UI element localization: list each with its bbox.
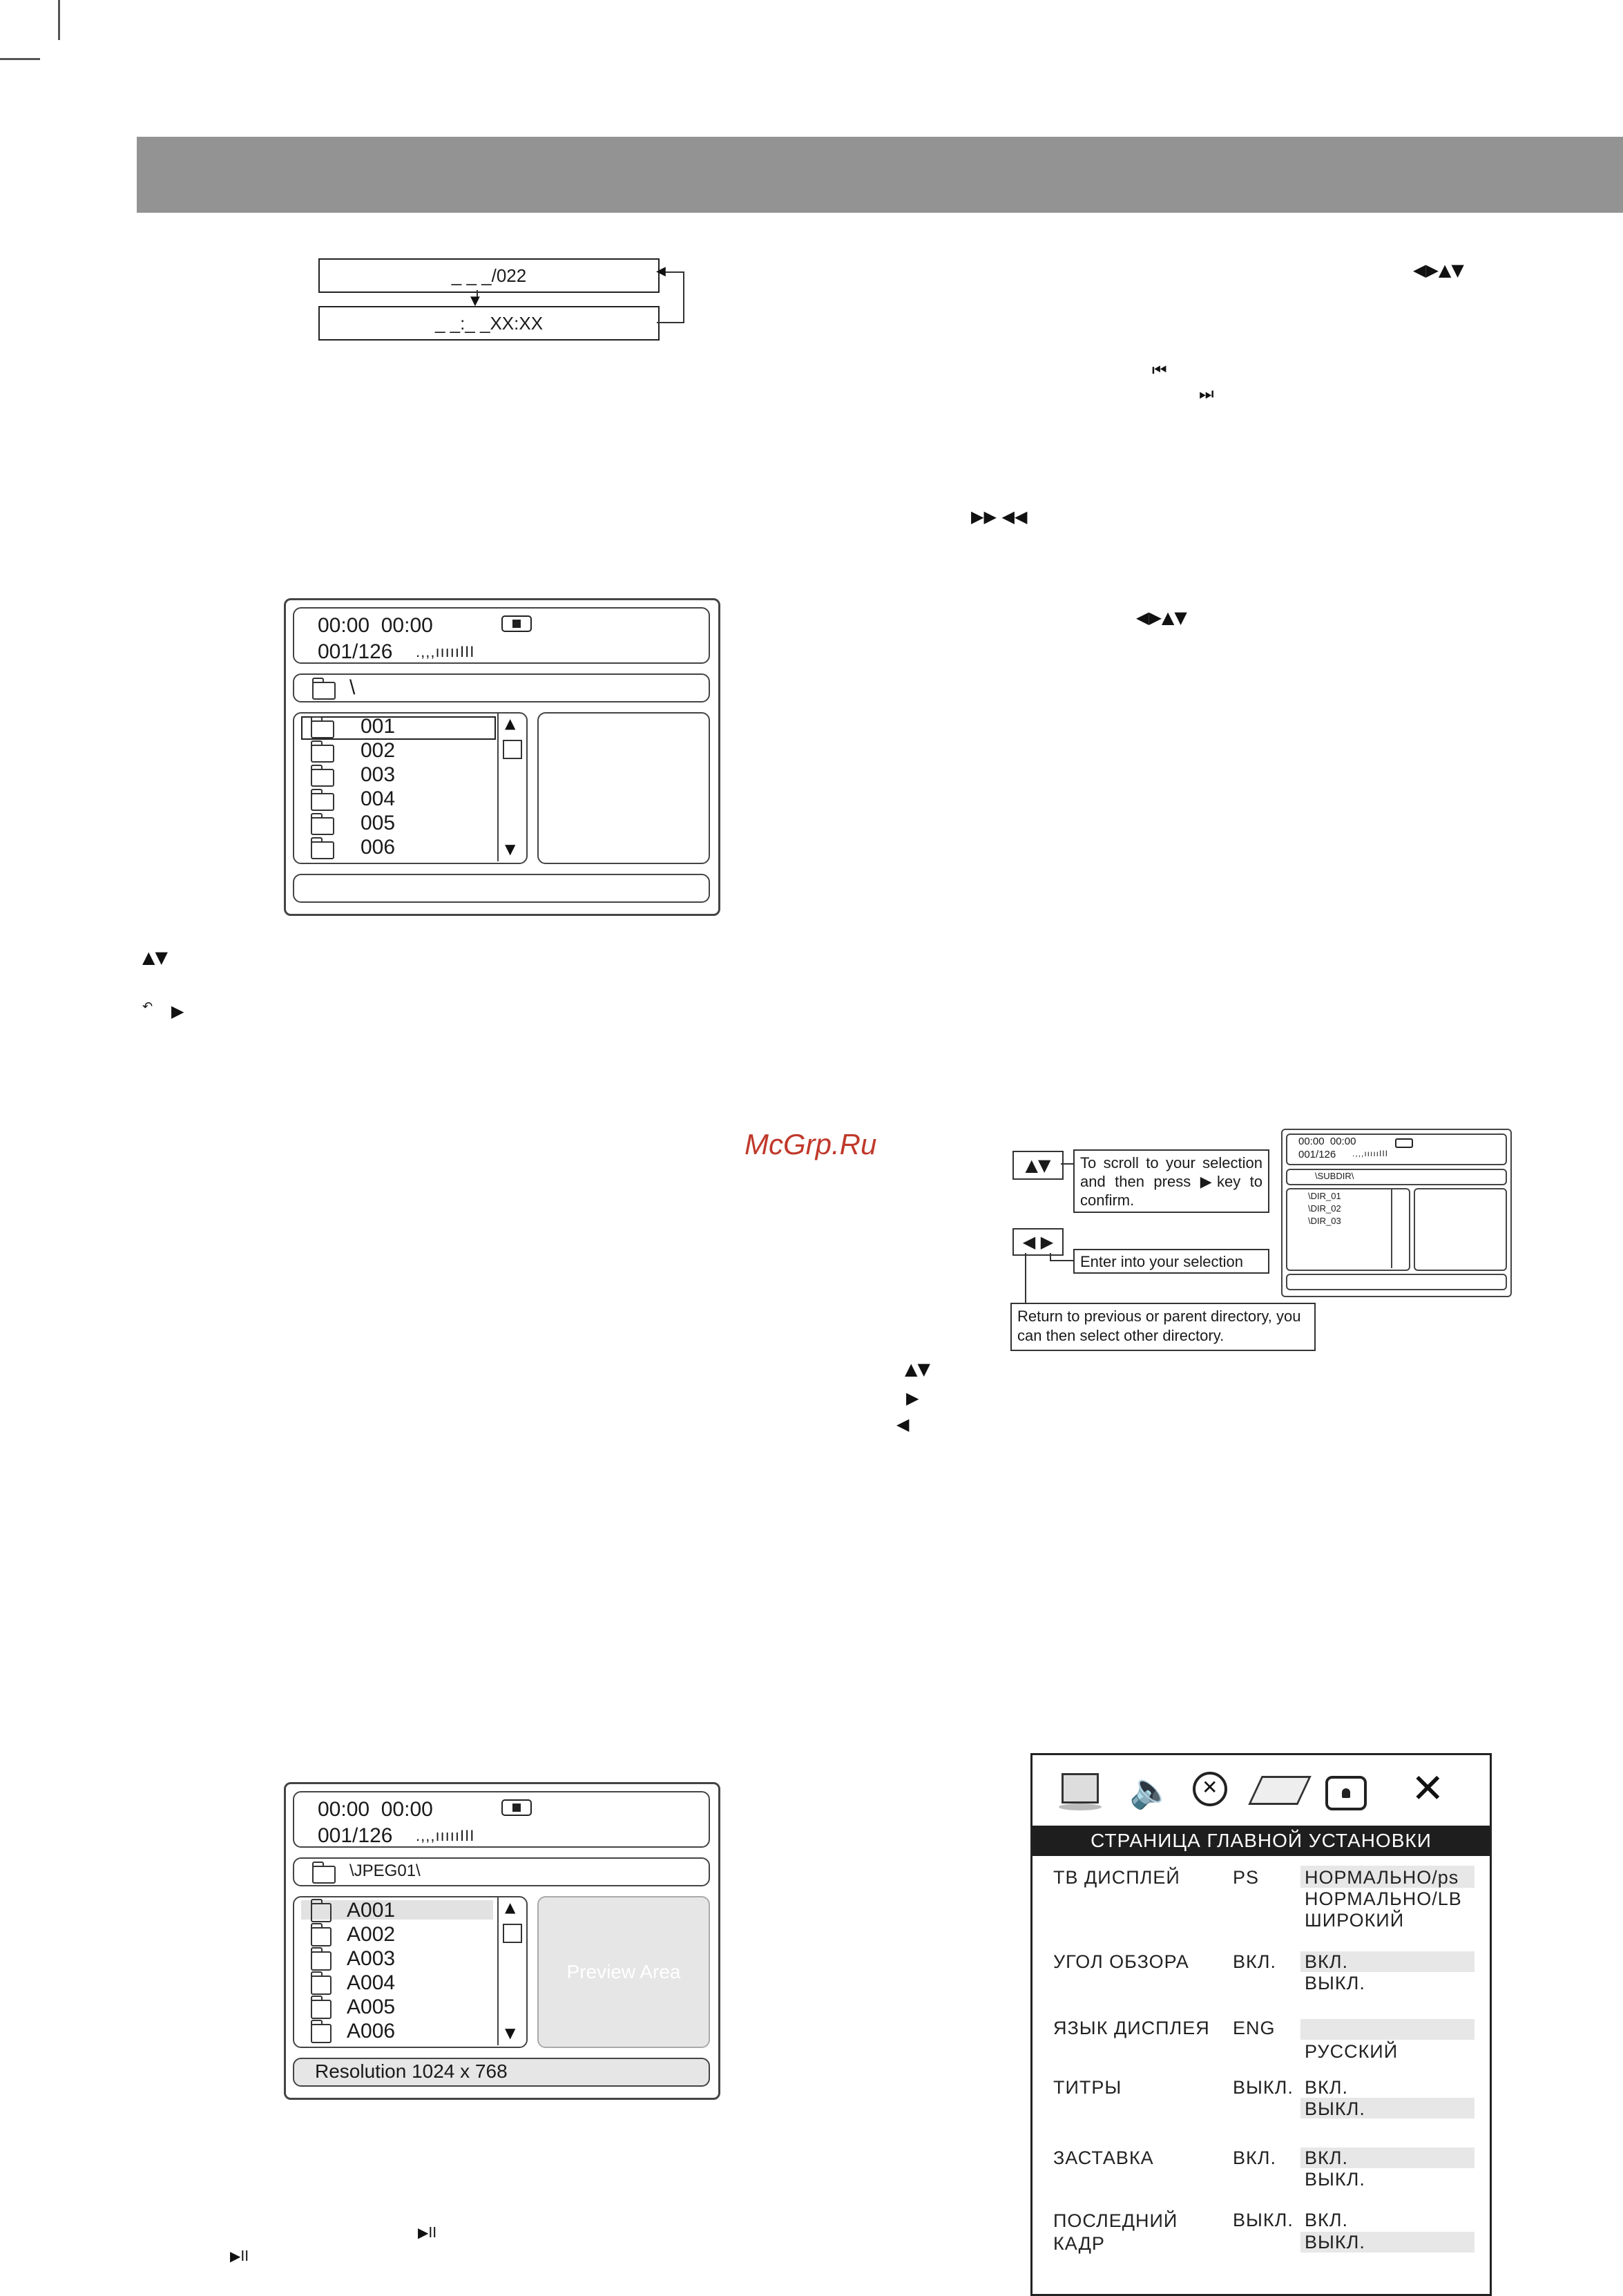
image-file-icon bbox=[311, 1975, 332, 1995]
exit-icon[interactable]: ✕ bbox=[1411, 1765, 1445, 1812]
setting-value: ВЫКЛ. bbox=[1233, 2210, 1294, 2230]
option-item[interactable]: ВКЛ. bbox=[1305, 2147, 1348, 2168]
time-box-title: _ _ _/022 bbox=[318, 258, 660, 293]
time-display: 00:00 00:00 bbox=[318, 1798, 433, 1821]
track-counter: 001/126 bbox=[318, 640, 393, 663]
image-file-icon bbox=[311, 1903, 332, 1922]
folder-icon bbox=[311, 745, 334, 763]
track-counter: 001/126 bbox=[318, 1824, 393, 1847]
jpeg-browser-screen bbox=[284, 1782, 720, 2100]
info-bar bbox=[1286, 1274, 1507, 1290]
time-box-chapter: _ _:_ _XX:XX bbox=[318, 306, 660, 341]
preference-icon[interactable] bbox=[1248, 1776, 1312, 1805]
preview-panel bbox=[1414, 1188, 1507, 1271]
list-item-label: 002 bbox=[361, 739, 396, 762]
up-down-arrows-icon: ▲▼ bbox=[142, 948, 168, 967]
image-file-icon bbox=[311, 1927, 332, 1946]
play-pause-icon: ▶II bbox=[230, 2248, 249, 2264]
preview-panel bbox=[537, 712, 710, 864]
setup-title: СТРАНИЦА ГЛАВНОЙ УСТАНОВКИ bbox=[1033, 1826, 1490, 1856]
option-item[interactable]: НОРМАЛЬНО/LB bbox=[1305, 1888, 1462, 1909]
setting-value: ВЫКЛ. bbox=[1233, 2077, 1294, 2098]
list-item-label: 001 bbox=[361, 715, 396, 738]
previous-icon: ⏮ bbox=[1152, 361, 1167, 380]
connector-line bbox=[1025, 1253, 1026, 1303]
option-item[interactable]: ШИРОКИЙ bbox=[1305, 1910, 1405, 1931]
file-list[interactable] bbox=[293, 712, 528, 864]
path-bar bbox=[293, 1857, 710, 1886]
arrow-left-icon: ◀ bbox=[656, 264, 666, 278]
option-item[interactable]: ВЫКЛ. bbox=[1305, 2169, 1365, 2190]
setting-label: ТВ ДИСПЛЕЙ bbox=[1053, 1867, 1180, 1888]
track-counter: 001/126 bbox=[1298, 1149, 1336, 1160]
level-meter: .,,,ıııııIII bbox=[416, 1827, 475, 1844]
folder-icon bbox=[311, 720, 334, 738]
fast-forward-rewind-icon: ▶▶ ◀◀ bbox=[971, 507, 1028, 526]
current-path: \JPEG01\ bbox=[349, 1862, 421, 1880]
info-bar bbox=[293, 874, 710, 903]
navigation-arrows-icon: ◀▶▲▼ bbox=[1136, 608, 1187, 627]
level-meter: .,,,ıııııIII bbox=[1352, 1149, 1389, 1158]
stop-icon bbox=[501, 615, 532, 632]
play-pause-icon: ▶II bbox=[418, 2224, 437, 2241]
folder-icon bbox=[312, 682, 336, 700]
path-bar bbox=[1286, 1169, 1507, 1185]
scroll-up-icon[interactable]: ▲ bbox=[505, 1899, 516, 1915]
list-item-label: A005 bbox=[347, 1996, 396, 2018]
stop-icon bbox=[1395, 1138, 1413, 1148]
left-right-key: ◀ ▶ bbox=[1012, 1228, 1064, 1256]
list-item-label: \DIR_02 bbox=[1308, 1203, 1341, 1214]
option-item[interactable]: НОРМАЛЬНО/ps bbox=[1305, 1867, 1459, 1888]
image-file-icon bbox=[311, 2000, 332, 2019]
folder-icon bbox=[311, 769, 334, 787]
time-display: 00:00 00:00 bbox=[1298, 1136, 1356, 1147]
connector-line bbox=[657, 322, 684, 323]
folder-icon bbox=[312, 1866, 336, 1884]
tv-display-icon[interactable] bbox=[1059, 1769, 1100, 1812]
list-item-label: A002 bbox=[347, 1923, 396, 1946]
scroll-thumb[interactable] bbox=[503, 1924, 522, 1943]
connector-line bbox=[1061, 1163, 1073, 1165]
setting-label: ПОСЛЕДНИЙ КАДР bbox=[1053, 2210, 1178, 2254]
watermark: McGrp.Ru bbox=[745, 1128, 877, 1160]
connector-line bbox=[683, 271, 684, 323]
list-item-label: A001 bbox=[347, 1899, 396, 1922]
option-item[interactable]: ВКЛ. bbox=[1305, 2210, 1348, 2230]
scroll-up-icon[interactable]: ▲ bbox=[505, 715, 516, 731]
file-list[interactable] bbox=[293, 1896, 528, 2048]
arrow-down-icon: ▼ bbox=[470, 294, 480, 308]
right-arrow-icon: ▶ bbox=[171, 1002, 184, 1021]
setup-page bbox=[1030, 1753, 1492, 2296]
file-browser-screen bbox=[284, 598, 720, 916]
file-list bbox=[1286, 1188, 1410, 1271]
video-reel-icon[interactable]: ✕ bbox=[1193, 1772, 1227, 1806]
path-bar bbox=[293, 673, 710, 702]
setting-label: ЯЗЫК ДИСПЛЕЯ bbox=[1053, 2018, 1210, 2038]
status-panel bbox=[293, 1791, 710, 1848]
folder-icon bbox=[311, 817, 334, 835]
list-item-label: 005 bbox=[361, 812, 396, 834]
scrollbar[interactable] bbox=[497, 1897, 526, 2045]
list-item-label: 003 bbox=[361, 763, 396, 786]
speaker-icon[interactable]: 🔈 bbox=[1129, 1770, 1173, 1810]
option-item[interactable]: РУССКИЙ bbox=[1305, 2041, 1399, 2062]
connector-line bbox=[1050, 1260, 1073, 1261]
setting-value: ВКЛ. bbox=[1233, 2147, 1276, 2168]
info-bar bbox=[293, 2058, 710, 2087]
scroll-thumb[interactable] bbox=[503, 740, 522, 759]
scrollbar bbox=[1391, 1189, 1408, 1268]
list-item-label: A006 bbox=[347, 2020, 396, 2043]
resolution-label: Resolution 1024 x 768 bbox=[315, 2060, 508, 2082]
scrollbar[interactable] bbox=[497, 714, 526, 861]
next-icon: ⏭ bbox=[1199, 384, 1214, 403]
current-path: \SUBDIR\ bbox=[1315, 1171, 1354, 1181]
connector-line bbox=[664, 271, 684, 273]
option-item[interactable]: ВЫКЛ. bbox=[1305, 2232, 1365, 2252]
crop-mark bbox=[0, 58, 40, 60]
scroll-callout: To scroll to your selection and then press ▶key to confirm. bbox=[1073, 1149, 1269, 1213]
left-arrow-icon: ◀ bbox=[896, 1415, 910, 1434]
enter-callout: Enter into your selection bbox=[1073, 1249, 1269, 1274]
current-path: \ bbox=[349, 676, 356, 699]
list-item-label: 004 bbox=[361, 787, 396, 810]
return-callout: Return to previous or parent directory, you can then select other directory. bbox=[1010, 1303, 1316, 1351]
setting-label: ЗАСТАВКА bbox=[1053, 2147, 1154, 2168]
level-meter: .,,,ıııııIII bbox=[416, 643, 475, 660]
up-down-arrows-icon: ▲▼ bbox=[905, 1359, 930, 1379]
image-file-icon bbox=[311, 1951, 332, 1971]
preview-area: Preview Area bbox=[537, 1896, 710, 2048]
status-panel bbox=[1286, 1133, 1507, 1165]
time-display: 00:00 00:00 bbox=[318, 614, 433, 637]
folder-icon bbox=[311, 793, 334, 811]
crop-mark bbox=[58, 0, 60, 40]
scroll-down-icon[interactable]: ▼ bbox=[505, 841, 516, 857]
list-item-label: A003 bbox=[347, 1947, 396, 1970]
option-item[interactable]: ВЫКЛ. bbox=[1305, 2098, 1365, 2119]
folder-icon bbox=[311, 841, 334, 859]
option-item[interactable]: ВКЛ. bbox=[1305, 2077, 1348, 2098]
stop-icon bbox=[501, 1799, 532, 1816]
right-arrow-icon: ▶ bbox=[906, 1388, 919, 1408]
list-item-label: A004 bbox=[347, 1971, 396, 1994]
option-item[interactable]: ВЫКЛ. bbox=[1305, 1973, 1365, 1993]
option-highlight bbox=[1300, 2019, 1475, 2040]
setting-value: ENG bbox=[1233, 2018, 1276, 2038]
lock-icon[interactable] bbox=[1325, 1776, 1367, 1810]
setting-value: ВКЛ. bbox=[1233, 1951, 1276, 1972]
list-item-label: 006 bbox=[361, 836, 396, 859]
mini-browser-screen bbox=[1281, 1129, 1512, 1297]
up-down-key: ▲▼ bbox=[1012, 1151, 1064, 1180]
header-bar bbox=[137, 137, 1623, 213]
return-icon: ↶ bbox=[142, 999, 153, 1014]
scroll-down-icon[interactable]: ▼ bbox=[505, 2025, 516, 2041]
status-panel bbox=[293, 607, 710, 664]
setting-label: УГОЛ ОБЗОРА bbox=[1053, 1951, 1189, 1972]
navigation-arrows-icon: ◀▶▲▼ bbox=[1413, 260, 1464, 280]
list-item-label: \DIR_03 bbox=[1308, 1216, 1341, 1226]
option-item[interactable]: ВКЛ. bbox=[1305, 1951, 1348, 1972]
setting-value: PS bbox=[1233, 1867, 1260, 1888]
setting-label: ТИТРЫ bbox=[1053, 2077, 1122, 2098]
image-file-icon bbox=[311, 2024, 332, 2043]
list-item-label: \DIR_01 bbox=[1308, 1191, 1341, 1201]
